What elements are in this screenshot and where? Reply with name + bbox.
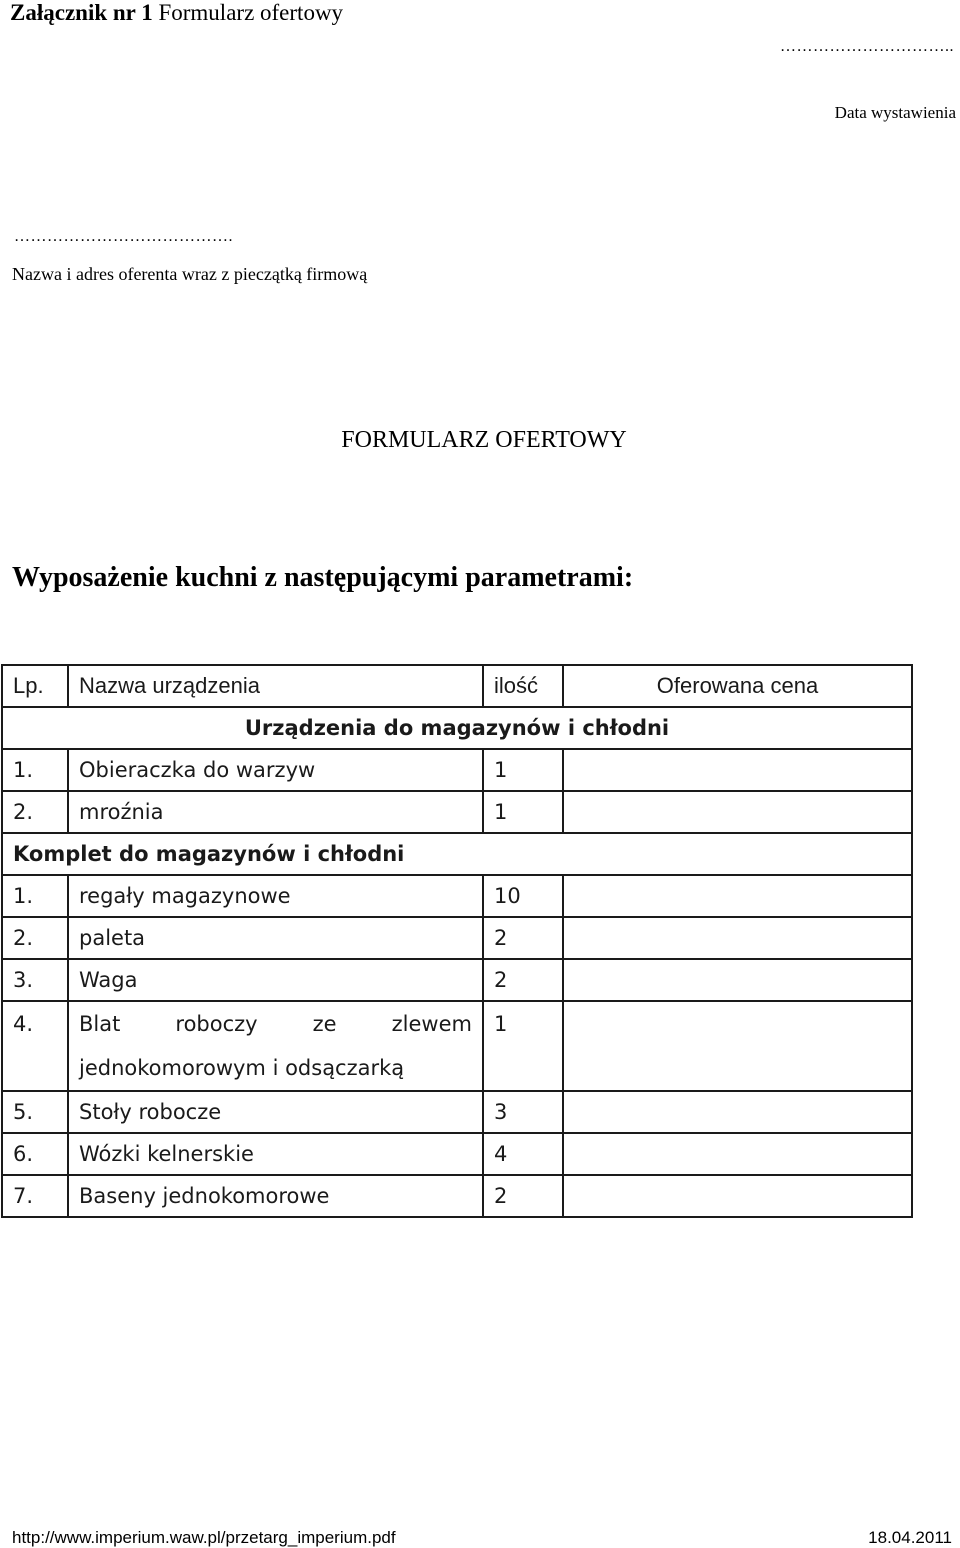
row-price-cell[interactable] bbox=[563, 917, 912, 959]
offeror-dotted-line: …………………………………. bbox=[14, 228, 233, 245]
row-name-word: roboczy bbox=[175, 1012, 258, 1036]
row-lp: 1. bbox=[2, 875, 68, 917]
section-title: Urządzenia do magazynów i chłodni bbox=[2, 707, 912, 749]
row-name: Stoły robocze bbox=[68, 1091, 483, 1133]
row-price-cell[interactable] bbox=[563, 1133, 912, 1175]
row-name-word: Blat bbox=[79, 1012, 121, 1036]
row-name-word: ze bbox=[312, 1012, 337, 1036]
row-price-cell[interactable] bbox=[563, 875, 912, 917]
date-dotted-line: ………………………….. bbox=[780, 38, 954, 55]
row-price-cell[interactable] bbox=[563, 1175, 912, 1217]
form-title: FORMULARZ OFERTOWY bbox=[341, 427, 627, 453]
row-qty: 2 bbox=[483, 959, 563, 1001]
row-name: Waga bbox=[68, 959, 483, 1001]
row-lp: 5. bbox=[2, 1091, 68, 1133]
row-lp: 2. bbox=[2, 917, 68, 959]
annex-title: Formularz ofertowy bbox=[152, 0, 344, 25]
table-row bbox=[2, 1091, 912, 1133]
row-qty: 4 bbox=[483, 1133, 563, 1175]
row-name: Baseny jednokomorowe bbox=[68, 1175, 483, 1217]
table-row bbox=[2, 917, 912, 959]
row-qty: 3 bbox=[483, 1091, 563, 1133]
header-price: Oferowana cena bbox=[563, 665, 912, 707]
row-name: regały magazynowe bbox=[68, 875, 483, 917]
row-price-cell[interactable] bbox=[563, 791, 912, 833]
row-name-line2: jednokomorowym i odsączarką bbox=[79, 1056, 405, 1080]
annex-heading bbox=[10, 0, 343, 26]
row-qty: 10 bbox=[483, 875, 563, 917]
header-qty: ilość bbox=[483, 665, 563, 707]
footer-url-link[interactable]: http://www.imperium.waw.pl/przetarg_imperium.pdf bbox=[12, 1528, 396, 1547]
row-price-cell[interactable] bbox=[563, 1001, 912, 1091]
section-title: Komplet do magazynów i chłodni bbox=[2, 833, 912, 875]
row-qty: 1 bbox=[483, 1001, 563, 1091]
table-row bbox=[2, 1133, 912, 1175]
row-qty: 2 bbox=[483, 1175, 563, 1217]
row-name-word: zlewem bbox=[391, 1012, 472, 1036]
table-row bbox=[2, 1175, 912, 1217]
row-name: paleta bbox=[68, 917, 483, 959]
date-label: Data wystawienia bbox=[834, 103, 956, 122]
offer-table bbox=[1, 664, 913, 1218]
header-lp: Lp. bbox=[2, 665, 68, 707]
row-price-cell[interactable] bbox=[563, 959, 912, 1001]
annex-number: Załącznik nr 1 bbox=[10, 0, 153, 25]
row-lp: 7. bbox=[2, 1175, 68, 1217]
footer-date: 18.04.2011 bbox=[868, 1528, 952, 1547]
row-price-cell[interactable] bbox=[563, 1091, 912, 1133]
row-name: Wózki kelnerskie bbox=[68, 1133, 483, 1175]
row-qty: 1 bbox=[483, 791, 563, 833]
table-row bbox=[2, 1001, 912, 1091]
form-subtitle: Wyposażenie kuchni z następującymi parametrami: bbox=[12, 562, 634, 593]
row-qty: 1 bbox=[483, 749, 563, 791]
row-price-cell[interactable] bbox=[563, 749, 912, 791]
section-row bbox=[2, 833, 912, 875]
row-lp: 6. bbox=[2, 1133, 68, 1175]
section-row bbox=[2, 707, 912, 749]
row-qty: 2 bbox=[483, 917, 563, 959]
row-name bbox=[68, 1001, 483, 1091]
row-lp: 3. bbox=[2, 959, 68, 1001]
row-name: mroźnia bbox=[68, 791, 483, 833]
table-row bbox=[2, 875, 912, 917]
table-row bbox=[2, 959, 912, 1001]
row-lp: 4. bbox=[2, 1001, 68, 1091]
row-name-line1 bbox=[79, 1002, 472, 1046]
row-name: Obieraczka do warzyw bbox=[68, 749, 483, 791]
row-lp: 1. bbox=[2, 749, 68, 791]
header-name: Nazwa urządzenia bbox=[68, 665, 483, 707]
table-row bbox=[2, 749, 912, 791]
table-row bbox=[2, 791, 912, 833]
table-header-row bbox=[2, 665, 912, 707]
row-lp: 2. bbox=[2, 791, 68, 833]
offeror-label: Nazwa i adres oferenta wraz z pieczątką firmową bbox=[12, 264, 368, 284]
